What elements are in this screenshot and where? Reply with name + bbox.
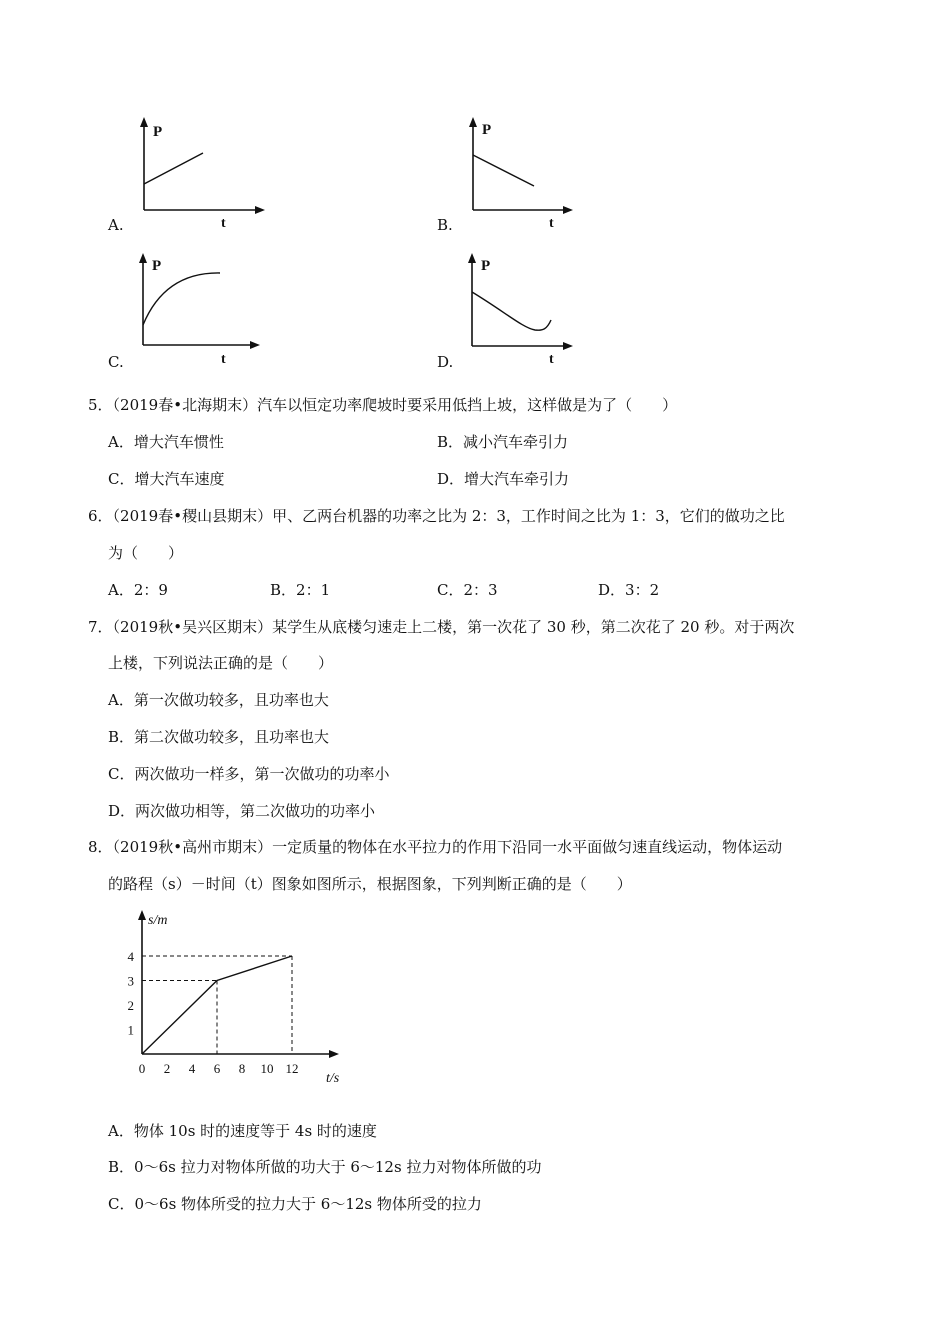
option-d-label: D. bbox=[437, 353, 454, 371]
arrow-up-icon bbox=[139, 253, 147, 263]
st-x-tick-label: 12 bbox=[285, 1061, 299, 1076]
st-graph bbox=[118, 902, 358, 1092]
q7-option-c: C．两次做功一样多，第一次做功的功率小 bbox=[108, 765, 390, 783]
option-c-label: C. bbox=[108, 353, 124, 371]
graph-c-y-label: P bbox=[152, 258, 162, 274]
st-x-tick-label: 0 bbox=[138, 1061, 146, 1076]
st-y-tick-label: 3 bbox=[127, 973, 134, 989]
st-y-label: s/m bbox=[148, 913, 168, 928]
q7-option-a: A．第一次做功较多，且功率也大 bbox=[108, 691, 329, 709]
graph-d-y-label: P bbox=[481, 258, 491, 274]
st-x-tick-label: 10 bbox=[260, 1061, 274, 1076]
st-x-tick-label: 4 bbox=[188, 1061, 196, 1076]
graph-c bbox=[125, 250, 275, 365]
graph-a-x-label: t bbox=[221, 216, 226, 229]
q5-stem: 5．（2019春•北海期末）汽车以恒定功率爬坡时要采用低挡上坡，这样做是为了（ ） bbox=[88, 396, 678, 414]
st-x-label: t/s bbox=[326, 1071, 340, 1086]
arrow-right-icon bbox=[563, 206, 573, 214]
graph-c-curve bbox=[143, 273, 220, 325]
graph-b-curve bbox=[473, 155, 534, 186]
arrow-right-icon bbox=[250, 341, 260, 349]
q6-option-b: B．2：1 bbox=[270, 581, 331, 599]
graph-a bbox=[125, 114, 275, 229]
arrow-up-icon bbox=[138, 910, 146, 920]
q6-stem-line2: 为（ ） bbox=[108, 544, 184, 562]
q8-stem-line1: 8．（2019秋•高州市期末）一定质量的物体在水平拉力的作用下沿同一水平面做匀速直线运动，物体运动 bbox=[88, 838, 783, 856]
q6-option-a: A．2：9 bbox=[108, 581, 168, 599]
option-b-label: B. bbox=[437, 216, 453, 234]
graph-b-y-label: P bbox=[482, 122, 492, 138]
graph-c-x-label: t bbox=[221, 352, 226, 365]
q6-stem-line1: 6．（2019春•稷山县期末）甲、乙两台机器的功率之比为 2：3，工作时间之比为 1：3，它们的做功之比 bbox=[88, 507, 785, 525]
st-x-tick-label: 2 bbox=[163, 1061, 171, 1076]
arrow-right-icon bbox=[329, 1050, 339, 1058]
st-x-tick-label: 8 bbox=[238, 1061, 246, 1076]
graph-a-curve bbox=[144, 153, 203, 184]
arrow-right-icon bbox=[255, 206, 265, 214]
q8-option-a: A．物体 10s 时的速度等于 4s 时的速度 bbox=[108, 1122, 377, 1140]
q7-option-b: B．第二次做功较多，且功率也大 bbox=[108, 728, 330, 746]
graph-d-x-label: t bbox=[549, 352, 554, 365]
q8-stem-line2: 的路程（s）－时间（t）图象如图所示，根据图象，下列判断正确的是（ ） bbox=[108, 875, 632, 893]
arrow-up-icon bbox=[140, 117, 148, 127]
q7-stem-line2: 上楼，下列说法正确的是（ ） bbox=[108, 654, 334, 672]
q8-option-b: B．0～6s 拉力对物体所做的功大于 6～12s 拉力对物体所做的功 bbox=[108, 1158, 542, 1176]
graph-b bbox=[455, 114, 605, 229]
q6-option-d: D．3：2 bbox=[598, 581, 660, 599]
graph-d-curve bbox=[472, 292, 551, 330]
arrow-up-icon bbox=[468, 253, 476, 263]
q5-option-c: C．增大汽车速度 bbox=[108, 470, 225, 488]
q8-option-c: C．0～6s 物体所受的拉力大于 6～12s 物体所受的拉力 bbox=[108, 1195, 482, 1213]
graph-d bbox=[455, 250, 605, 365]
st-y-tick-label: 4 bbox=[127, 949, 134, 964]
st-y-tick-label: 2 bbox=[127, 998, 134, 1013]
q5-option-a: A．增大汽车惯性 bbox=[108, 433, 224, 451]
option-a-label: A. bbox=[108, 216, 124, 234]
q7-option-d: D．两次做功相等，第二次做功的功率小 bbox=[108, 802, 376, 820]
st-x-tick-label: 6 bbox=[213, 1061, 221, 1076]
arrow-right-icon bbox=[563, 342, 573, 350]
q6-option-c: C．2：3 bbox=[437, 581, 498, 599]
q5-option-b: B．减小汽车牵引力 bbox=[437, 433, 569, 451]
graph-b-x-label: t bbox=[549, 216, 554, 229]
st-y-tick-label: 1 bbox=[127, 1022, 134, 1038]
q5-option-d: D．增大汽车牵引力 bbox=[437, 470, 570, 488]
arrow-up-icon bbox=[469, 117, 477, 127]
q7-stem-line1: 7．（2019秋•吴兴区期末）某学生从底楼匀速走上二楼，第一次花了 30 秒，第二次花了 20 秒。对于两次 bbox=[88, 618, 795, 636]
graph-a-y-label: P bbox=[153, 124, 163, 140]
